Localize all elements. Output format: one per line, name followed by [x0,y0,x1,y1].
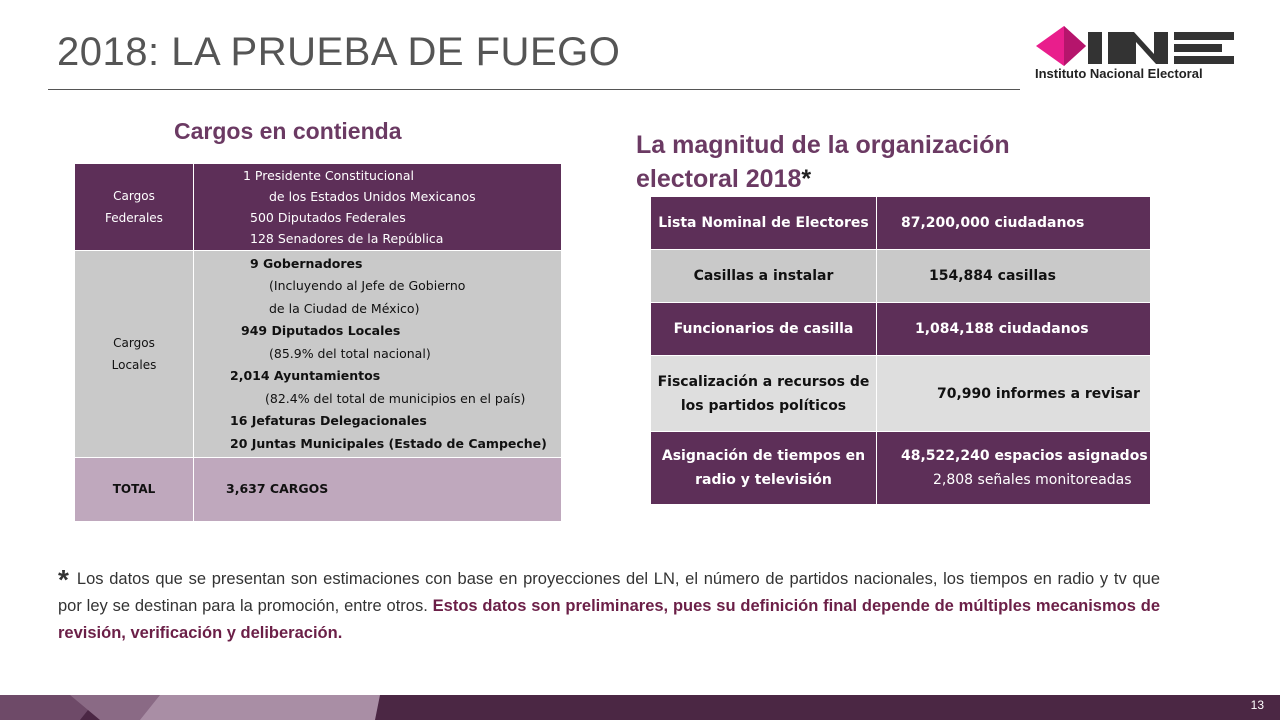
cargos-federales-label-1: Cargos [113,188,155,203]
local-line: (85.9% del total nacional) [269,345,431,361]
ine-logo-text: Instituto Nacional Electoral [1035,66,1203,81]
cargos-locales-detail [194,251,562,458]
federal-line: 128 Senadores de la República [250,231,444,246]
page-title: 2018: LA PRUEBA DE FUEGO [57,30,621,74]
table-row [651,303,1151,356]
cargos-heading: Cargos en contienda [174,118,402,144]
federal-line: 1 Presidente Constitucional [243,168,414,183]
local-line: 9 Gobernadores [250,255,363,271]
magnitud-value: 87,200,000 ciudadanos [877,197,1151,250]
federal-line: de los Estados Unidos Mexicanos [269,189,476,204]
magnitud-value-sub: 2,808 señales monitoreadas [933,472,1132,488]
magnitud-value [877,432,1151,505]
magnitud-heading-text: La magnitud de la organización electoral 2018 [636,131,1010,193]
magnitud-value: 154,884 casillas [877,250,1151,303]
federal-line: 500 Diputados Federales [250,210,406,225]
magnitud-label: Funcionarios de casilla [651,303,877,356]
footnote-asterisk: * [58,564,69,595]
local-line: (82.4% del total de municipios en el país) [265,390,526,406]
cargos-locales-label-2: Locales [111,358,157,372]
table-row [651,250,1151,303]
cargos-federales-label-2: Federales [105,211,163,225]
cargos-total-label: TOTAL [75,458,194,522]
local-line: 20 Juntas Municipales (Estado de Campeche) [230,435,547,451]
magnitud-value: 1,084,188 ciudadanos [877,303,1151,356]
table-row-locales [75,251,562,458]
cargos-federales-detail [194,164,562,251]
table-row-total [75,458,562,522]
cargos-table [74,163,562,522]
table-row [651,356,1151,432]
cargos-locales-label-1: Cargos [113,335,155,350]
table-row [651,432,1151,505]
table-row [651,197,1151,250]
cargos-total-value: 3,637 CARGOS [194,458,562,522]
local-line: 16 Jefaturas Delegacionales [230,413,427,429]
magnitud-heading [636,128,1096,196]
local-line: 949 Diputados Locales [241,323,401,339]
magnitud-label: Lista Nominal de Electores [651,197,877,250]
local-line: (Incluyendo al Jefe de Gobierno [269,278,466,294]
local-line: de la Ciudad de México) [269,300,420,316]
page-number: 13 [1250,698,1264,712]
title-divider [48,89,1020,90]
footnote [58,566,1160,647]
cargos-federales-label [75,164,194,251]
magnitud-label: Fiscalización a recursos de los partidos políticos [651,356,877,432]
footer-decoration [0,695,380,720]
magnitud-label: Asignación de tiempos en radio y televisión [651,432,877,505]
table-row-federales [75,164,562,251]
magnitud-label: Casillas a instalar [651,250,877,303]
magnitud-value-main: 48,522,240 espacios asignados [901,448,1148,464]
local-line: 2,014 Ayuntamientos [230,368,381,384]
magnitud-heading-asterisk: * [801,165,812,193]
footnote-emphasis: Estos datos son preliminares, pues su definición final depende de múltiples mecanismos de revisión, verificación y deliberación. [58,597,1160,642]
cargos-locales-label [75,251,194,458]
magnitud-table [650,196,1151,505]
footnote-text: Los datos que se presentan son estimaciones con base en proyecciones del LN, el número de partidos nacionales, los tiempos en radio y tv que por ley se destinan para la promoción, entre otros. [58,570,1160,615]
magnitud-value: 70,990 informes a revisar [877,356,1151,432]
